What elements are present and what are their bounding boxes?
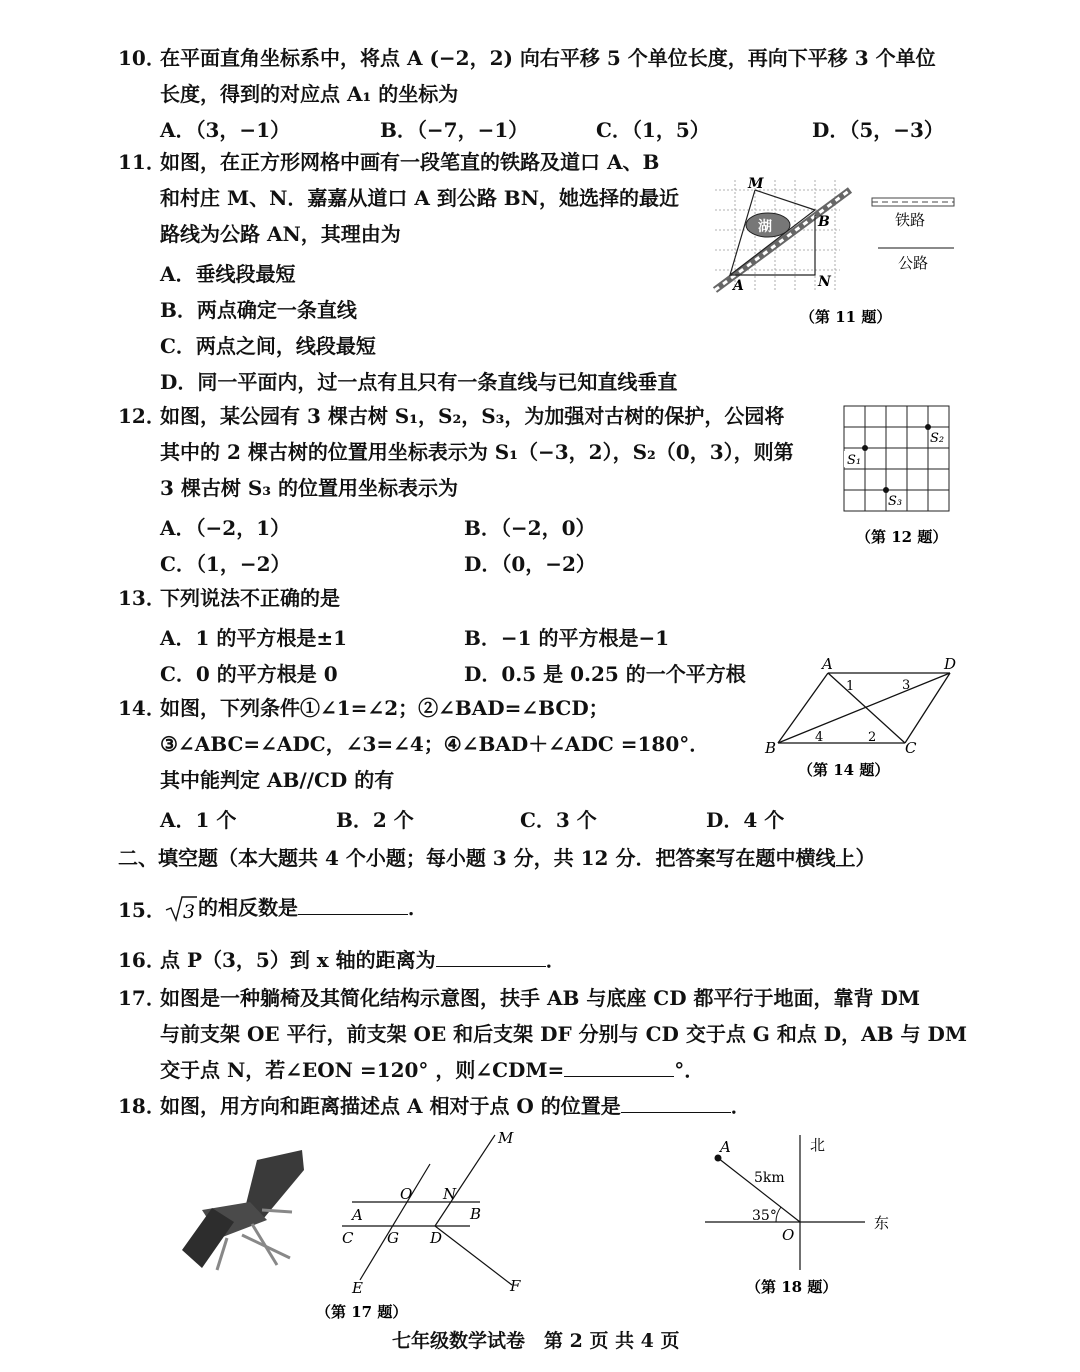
label-angle: 35°: [752, 1208, 777, 1224]
label-c: C: [342, 1229, 354, 1247]
q18-text: 如图，用方向和距离描述点 A 相对于点 O 的位置是: [160, 1094, 621, 1118]
q17-answer-blank[interactable]: [564, 1058, 674, 1077]
q17-line3: [160, 1058, 704, 1082]
label-a: A: [720, 1138, 731, 1156]
q12-figure: [838, 400, 958, 550]
q15-answer-blank[interactable]: [298, 896, 408, 915]
q11-line1: 如图，在正方形网格中画有一段笔直的铁路及道口 A、B: [160, 150, 660, 174]
label-m: M: [748, 176, 764, 192]
angle-3: 3: [902, 678, 911, 693]
label-s3: S₃: [888, 494, 903, 509]
q16-answer-blank[interactable]: [436, 948, 546, 967]
q12-line3: 3 棵古树 S₃ 的位置用坐标表示为: [160, 476, 459, 500]
section2-header: 二、填空题（本大题共 4 个小题；每小题 3 分，共 12 分．把答案写在题中横线上）: [118, 846, 876, 870]
q17-line3-text: 交于点 N，若∠EON =120° ，则∠CDM=: [160, 1058, 565, 1082]
label-n: N: [443, 1185, 457, 1203]
q12-line1: 如图，某公园有 3 棵古树 S₁，S₂，S₃，为加强对古树的保护，公园将: [160, 404, 785, 428]
q11-figure: [700, 170, 970, 330]
q10-line2: 长度，得到的对应点 A₁ 的坐标为: [160, 82, 459, 106]
q16-line: [160, 948, 566, 972]
q18-line: [160, 1094, 751, 1118]
label-north: 北: [810, 1136, 826, 1154]
lake-label: 湖: [758, 219, 772, 235]
q11-line3: 路线为公路 AN，其理由为: [160, 222, 401, 246]
q10-option-d: D．（5，−3）: [812, 118, 944, 142]
label-o: O: [782, 1226, 795, 1244]
q14-number: 14．: [118, 696, 166, 720]
q10-option-b: B．（−7，−1）: [380, 118, 529, 142]
label-b: B: [470, 1205, 482, 1223]
label-b: B: [818, 214, 830, 230]
q17-line1: 如图是一种躺椅及其简化结构示意图，扶手 AB 与底座 CD 都平行于地面，靠背 DM: [160, 986, 920, 1010]
tree-s3: [883, 487, 889, 493]
page-footer: 七年级数学试卷 第 2 页 共 4 页: [392, 1330, 680, 1352]
q13-option-a: A．1 的平方根是±1: [160, 626, 348, 650]
q10-option-c: C．（1，5）: [596, 118, 710, 142]
label-distance: 5km: [754, 1170, 785, 1186]
label-a: A: [352, 1206, 363, 1224]
angle-2: 2: [868, 730, 877, 745]
q14-figure: [760, 655, 970, 780]
label-s2: S₂: [930, 431, 945, 446]
q16-text: 点 P（3，5）到 x 轴的距离为: [160, 948, 436, 972]
q12-number: 12．: [118, 404, 166, 428]
q13-option-b: B．−1 的平方根是−1: [464, 626, 670, 650]
q17-line2: 与前支架 OE 平行，前支架 OE 和后支架 DF 分别与 CD 交于点 G 和点 D，AB 与 DM: [160, 1022, 967, 1046]
label-a: A: [822, 655, 833, 673]
q10-line1: 在平面直角坐标系中，将点 A (−2，2) 向右平移 5 个单位长度，再向下平移 3 个单位: [160, 46, 936, 70]
q14-option-a: A．1 个: [160, 808, 237, 832]
tree-s2: [925, 424, 931, 430]
q11-line2: 和村庄 M、N．嘉嘉从道口 A 到公路 BN，她选择的最近: [160, 186, 679, 210]
q13-number: 13．: [118, 586, 166, 610]
sqrt-radicand: 3: [183, 901, 196, 923]
q13-text: 下列说法不正确的是: [160, 586, 340, 610]
q17-end: °．: [674, 1058, 705, 1082]
label-f: F: [510, 1277, 521, 1295]
q12-caption: （第 12 题）: [856, 528, 948, 546]
q16-end: ．: [545, 948, 566, 972]
q12-option-c: C．（1，−2）: [160, 552, 291, 576]
label-b: B: [765, 739, 777, 757]
label-c: C: [905, 739, 917, 757]
legend-rail: 铁路: [895, 211, 926, 229]
q10-number: 10．: [118, 46, 166, 70]
recliner-chair-image: [172, 1140, 322, 1280]
q15-line: [164, 894, 428, 924]
label-m: M: [498, 1129, 514, 1147]
q14-line3: 其中能判定 AB//CD 的有: [160, 768, 395, 792]
q14-option-d: D．4 个: [706, 808, 785, 832]
q17-figure: [316, 1125, 530, 1340]
q11-option-b: B．两点确定一条直线: [160, 298, 357, 322]
q15-text: 的相反数是: [198, 895, 298, 920]
q18-answer-blank[interactable]: [621, 1094, 731, 1113]
q12-option-b: B．（−2，0）: [464, 516, 596, 540]
q14-line2: ③∠ABC=∠ADC，∠3=∠4；④∠BAD＋∠ADC =180°．: [160, 732, 710, 756]
q11-number: 11．: [118, 150, 166, 174]
label-e: E: [352, 1279, 363, 1297]
label-east: 东: [874, 1214, 890, 1232]
q15-end: ．: [408, 895, 428, 920]
q16-number: 16．: [118, 948, 166, 972]
q11-option-a: A．垂线段最短: [160, 262, 296, 286]
label-g: G: [387, 1229, 399, 1247]
q18-caption: （第 18 题）: [746, 1278, 838, 1296]
angle-1: 1: [846, 679, 855, 694]
label-n: N: [818, 274, 831, 290]
q11-caption: （第 11 题）: [800, 308, 892, 326]
label-o: O: [400, 1185, 413, 1203]
q18-end: ．: [730, 1094, 751, 1118]
q12-option-d: D．（0，−2）: [464, 552, 596, 576]
q17-caption: （第 17 题）: [316, 1303, 408, 1321]
label-a: A: [733, 278, 744, 294]
q13-option-d: D．0.5 是 0.25 的一个平方根: [464, 662, 746, 686]
q11-option-d: D．同一平面内，过一点有且只有一条直线与已知直线垂直: [160, 370, 678, 394]
q12-line2: 其中的 2 棵古树的位置用坐标表示为 S₁（−3，2），S₂（0，3），则第: [160, 440, 794, 464]
q14-option-b: B．2 个: [336, 808, 414, 832]
angle-4: 4: [815, 730, 824, 745]
label-d: D: [430, 1229, 443, 1247]
q13-option-c: C．0 的平方根是 0: [160, 662, 338, 686]
q18-number: 18．: [118, 1094, 166, 1118]
q15-number: 15．: [118, 898, 166, 922]
q18-figure: [700, 1130, 910, 1300]
label-s1: S₁: [847, 453, 862, 468]
q11-option-c: C．两点之间，线段最短: [160, 334, 376, 358]
q14-caption: （第 14 题）: [798, 761, 890, 779]
q14-line1: 如图，下列条件①∠1=∠2；②∠BAD=∠BCD；: [160, 696, 609, 720]
tree-s1: [862, 445, 868, 451]
q12-option-a: A．（−2，1）: [160, 516, 291, 540]
legend-road: 公路: [898, 254, 929, 272]
q14-option-c: C．3 个: [520, 808, 597, 832]
label-d: D: [944, 655, 957, 673]
q17-number: 17．: [118, 986, 166, 1010]
sqrt-symbol: [164, 894, 198, 924]
q10-option-a: A．（3，−1）: [160, 118, 291, 142]
